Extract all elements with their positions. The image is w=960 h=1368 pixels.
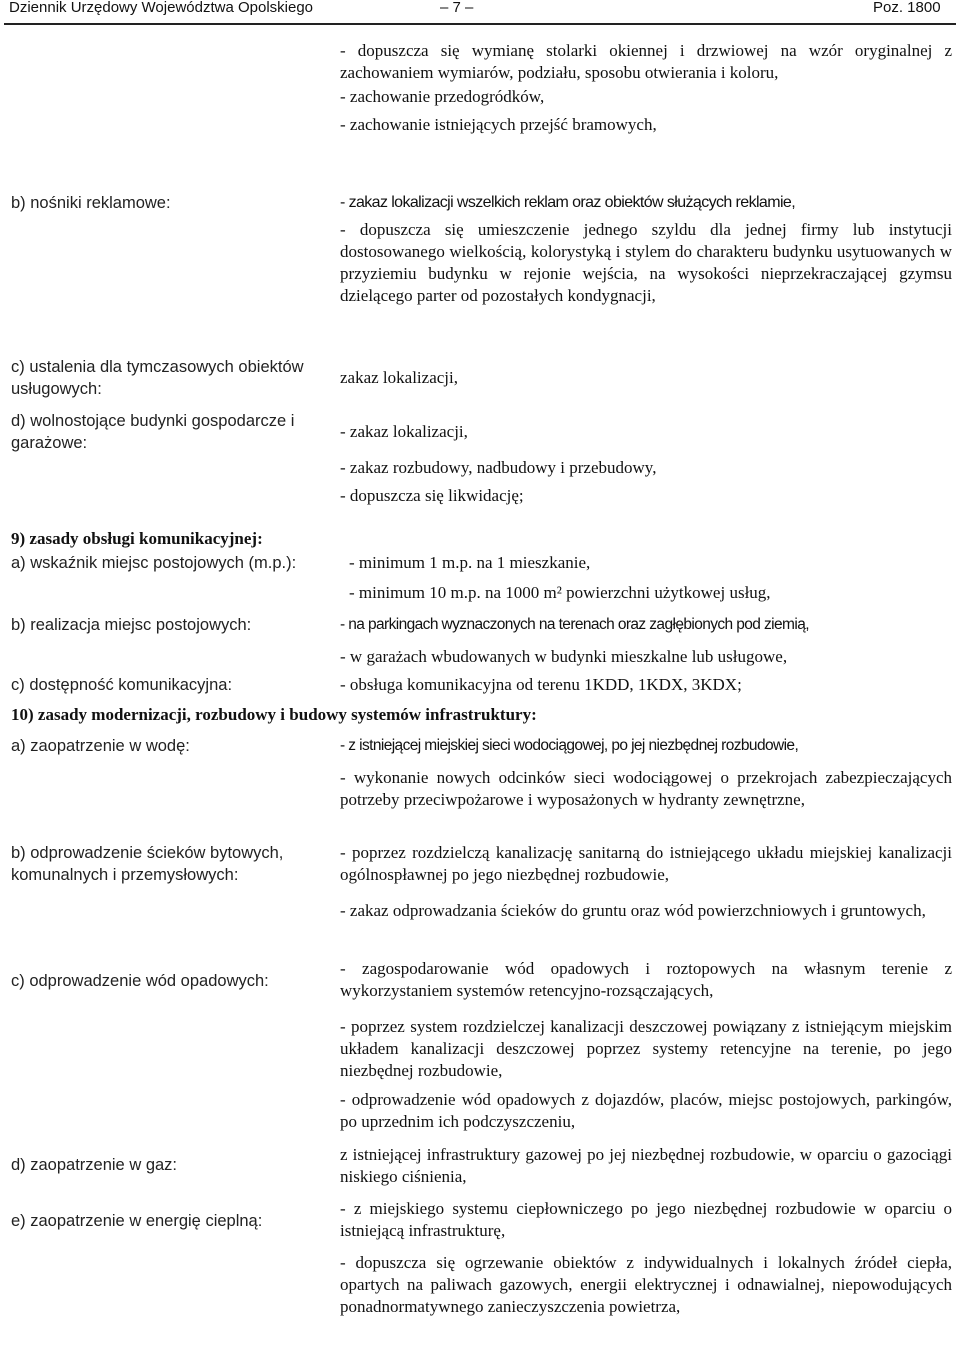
provision-row <box>0 674 960 704</box>
provision-label: c) ustalenia dla tymczasowych obiektów usługowych: <box>11 358 304 398</box>
provision-item: - minimum 10 m.p. na 1000 m² powierzchni użytkowej usług, <box>349 583 771 602</box>
provision-row <box>0 40 960 192</box>
provision-label: b) realizacja miejsc postojowych: <box>11 616 252 634</box>
provision-items <box>340 840 960 922</box>
provision-item: - zakaz rozbudowy, nadbudowy i przebudowy, <box>340 458 657 477</box>
provision-item: - poprzez rozdzielczą kanalizację sanitarną do istniejącego układu miejskiej kanalizacji ogólnospławnej po jego niezbędnej rozbudowie, <box>340 843 952 884</box>
provision-items <box>340 674 960 696</box>
provision-item: zakaz lokalizacji, <box>340 368 458 387</box>
provision-item: - zakaz lokalizacji wszelkich reklam oraz obiektów służących reklamie, <box>340 194 796 211</box>
provision-items <box>340 192 960 307</box>
provision-row <box>0 410 960 524</box>
provision-items <box>340 608 960 668</box>
document-body <box>0 40 960 1368</box>
provision-item: - dopuszcza się ogrzewanie obiektów z indywidualnych i lokalnych źródeł ciepła, opartych na paliwach gazowych, energii elektrycznej i odnawialnej, niepowodujących ponadnormatywnego zanieczyszczenia powietrza, <box>340 1253 952 1316</box>
provision-items <box>340 1198 960 1318</box>
provision-item: - dopuszcza się likwidację; <box>340 486 524 505</box>
provision-label: b) nośniki reklamowe: <box>11 194 171 212</box>
provision-item: - odprowadzenie wód opadowych z dojazdów, placów, miejsc postojowych, parkingów, po uprzednim ich podczyszczeniu, <box>340 1090 952 1131</box>
provision-label: a) wskaźnik miejsc postojowych (m.p.): <box>11 554 297 572</box>
provision-label: d) zaopatrzenie w gaz: <box>11 1156 178 1174</box>
provision-item: - zakaz odprowadzania ścieków do gruntu oraz wód powierzchniowych i gruntowych, <box>340 901 926 920</box>
provision-items <box>340 356 960 389</box>
section-heading: 10) zasady modernizacji, rozbudowy i budowy systemów infrastruktury: <box>11 705 537 724</box>
provision-row <box>0 732 960 840</box>
provision-item: - wykonanie nowych odcinków sieci wodociągowej o przekrojach zabezpieczających potrzeby przeciwpożarowe i wyposażonych w hydranty zewnętrzne, <box>340 768 952 809</box>
provision-items <box>340 410 960 507</box>
provision-label: a) zaopatrzenie w wodę: <box>11 737 190 755</box>
provision-row <box>0 840 960 954</box>
provision-label: d) wolnostojące budynki gospodarcze i garażowe: <box>11 412 295 452</box>
header-rule <box>4 23 956 25</box>
provision-item: - z miejskiego systemu ciepłowniczego po jego niezbędnej rozbudowie w oparciu o istniejącą infrastrukturę, <box>340 1199 952 1240</box>
provision-row <box>0 954 960 1142</box>
page-number: – 7 – <box>440 0 474 16</box>
provision-item: - z istniejącej miejskiej sieci wodociągowej, po jej niezbędnej rozbudowie, <box>340 737 799 754</box>
provision-row <box>0 356 960 410</box>
provision-label: e) zaopatrzenie w energię cieplną: <box>11 1212 263 1230</box>
provision-item: - minimum 1 m.p. na 1 mieszkanie, <box>349 553 591 572</box>
provision-label: c) odprowadzenie wód opadowych: <box>11 972 269 990</box>
provision-item: - dopuszcza się wymianę stolarki okiennej i drzwiowej na wzór oryginalnej z zachowaniem wymiarów, podziału, sposobu otwierania i koloru, <box>340 41 952 82</box>
provision-row <box>0 1198 960 1368</box>
provision-row <box>0 608 960 674</box>
provision-item: - obsługa komunikacyjna od terenu 1KDD, 1KDX, 3KDX; <box>340 675 742 694</box>
provision-label: b) odprowadzenie ścieków bytowych, komunalnych i przemysłowych: <box>11 844 284 884</box>
provision-label: c) dostępność komunikacyjna: <box>11 676 233 694</box>
provision-items <box>340 40 960 136</box>
provision-row <box>0 552 960 608</box>
provision-item: - zachowanie przedogródków, <box>340 87 545 106</box>
journal-title: Dziennik Urzędowy Województwa Opolskiego <box>9 0 314 16</box>
provision-row <box>0 192 960 356</box>
provision-item: - zachowanie istniejących przejść bramowych, <box>340 115 657 134</box>
provision-item: - poprzez system rozdzielczej kanalizacji deszczowej powiązany z istniejącym miejskim układem kanalizacji deszczowej poprzez systemy retencyjne na terenie, po jego niezbędnej rozbudowie, <box>340 1017 952 1080</box>
provision-item: - dopuszcza się umieszczenie jednego szyldu dla jednej firmy lub instytucji dostosowanego wielkością, kolorystyką i stylem do charakteru budynku usytuowanych w przyziemiu budynku w rejonie wejścia, na wysokości nieprzekraczającej gzymsu dzielącego parter od pozostałych kondygnacji, <box>340 220 952 305</box>
page-header <box>0 0 960 22</box>
provision-items <box>349 552 960 604</box>
position-number: Poz. 1800 <box>873 0 941 16</box>
provision-item: z istniejącej infrastruktury gazowej po jej niezbędnej rozbudowie, w oparciu o gazociągi niskiego ciśnienia, <box>340 1145 952 1186</box>
provision-item: - na parkingach wyznaczonych na terenach oraz zagłębionych pod ziemią, <box>340 616 809 633</box>
provision-items <box>340 732 960 811</box>
section-heading: 9) zasady obsługi komunikacyjnej: <box>11 529 263 548</box>
provision-item: - zakaz lokalizacji, <box>340 422 468 441</box>
provision-item: - zagospodarowanie wód opadowych i roztopowych na własnym terenie z wykorzystaniem systemów retencyjno-rozsączających, <box>340 959 952 1000</box>
provision-items <box>340 954 960 1133</box>
provision-item: - w garażach wbudowanych w budynki mieszkalne lub usługowe, <box>340 647 788 666</box>
provision-items <box>340 1142 960 1188</box>
provision-row <box>0 1142 960 1198</box>
